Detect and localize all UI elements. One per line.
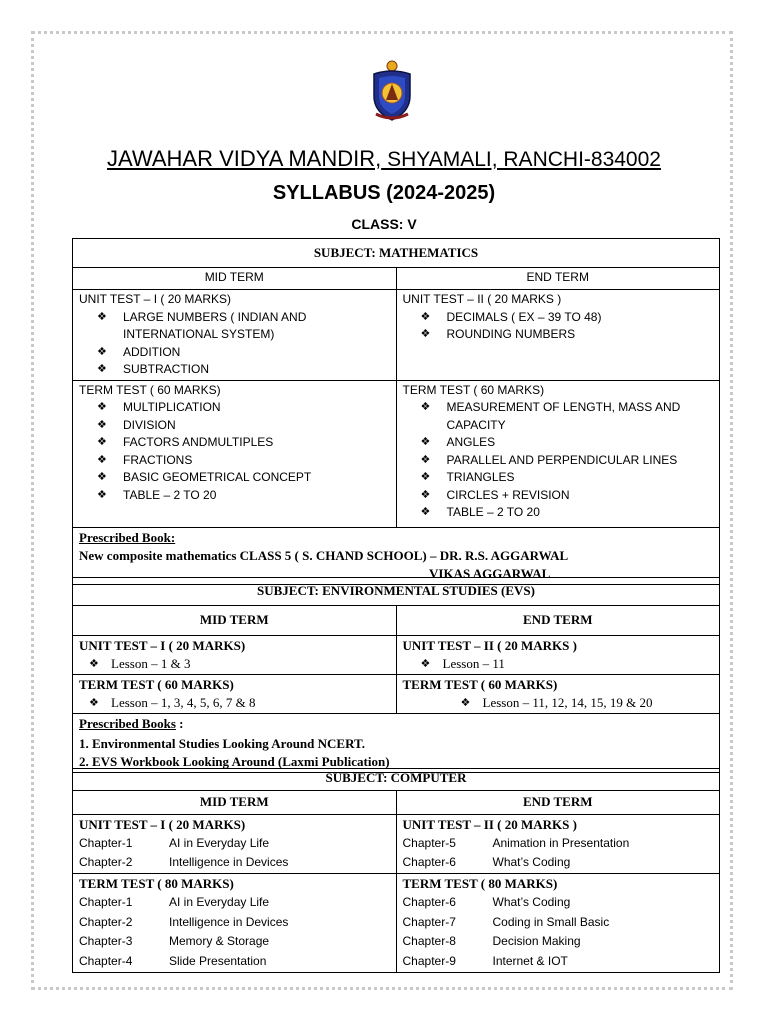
computer-end-term-cell <box>396 874 720 973</box>
class-label: CLASS: V <box>351 216 417 232</box>
computer-end-unit-title: UNIT TEST – II ( 20 MARKS ) <box>402 817 577 832</box>
evs-mid-term-label: MID TERM <box>73 606 397 636</box>
computer-mid-term-label: MID TERM <box>73 791 397 815</box>
list-item: ❖ SUBTRACTION <box>97 361 390 379</box>
table-row <box>79 893 390 913</box>
maths-mid-unit-cell <box>73 290 397 381</box>
maths-mid-term-title: TERM TEST ( 60 MARKS) <box>79 382 221 397</box>
chapter-name: AI in Everyday Life <box>169 836 270 850</box>
chapter-name: Intelligence in Devices <box>169 914 289 929</box>
chapter-number: Chapter-4 <box>79 953 133 968</box>
chapter-name: What’s Coding <box>492 895 571 909</box>
table-row <box>403 913 714 933</box>
list-item: ❖ TABLE – 2 TO 20 <box>97 487 390 505</box>
computer-end-term-label: END TERM <box>396 791 720 815</box>
evs-table <box>72 577 720 773</box>
maths-book-line2: VIKAS AGGARWAL <box>429 565 551 581</box>
maths-book-cell <box>73 527 720 584</box>
list-item: ❖ ANGLES <box>421 434 714 452</box>
table-row <box>403 834 714 853</box>
list-item: ❖ Lesson – 11, 12, 14, 15, 19 & 20 <box>461 694 714 712</box>
chapter-name: Intelligence in Devices <box>169 855 289 869</box>
evs-book-2: 2. EVS Workbook Looking Around (Laxmi Publication) <box>79 754 390 769</box>
computer-mid-unit-cell <box>73 815 397 874</box>
list-item: ❖ FRACTIONS <box>97 452 390 470</box>
chapter-name: Coding in Small Basic <box>492 914 610 929</box>
chapter-number: Chapter-2 <box>79 914 133 929</box>
chapter-number: Chapter-2 <box>79 855 133 869</box>
table-row <box>79 834 390 853</box>
maths-end-term-title: TERM TEST ( 60 MARKS) <box>402 382 545 397</box>
school-logo-icon <box>370 60 414 124</box>
chapter-name: Animation in Presentation <box>492 836 630 850</box>
chapter-name: AI in Everyday Life <box>169 895 270 909</box>
evs-mid-term-cell <box>73 675 397 714</box>
maths-book-label: Prescribed Book: <box>79 529 176 545</box>
computer-subject-heading: SUBJECT: COMPUTER <box>73 769 720 791</box>
table-row <box>79 932 390 952</box>
evs-book-1: 1. Environmental Studies Looking Around NCERT. <box>79 736 365 751</box>
list-item: ❖ Lesson – 1, 3, 4, 5, 6, 7 & 8 <box>89 694 390 712</box>
maths-mid-unit-title: UNIT TEST – I ( 20 MARKS) <box>79 292 232 306</box>
school-title <box>0 146 768 172</box>
maths-mid-term-cell <box>73 380 397 527</box>
computer-table <box>72 768 720 973</box>
school-name: JAWAHAR VIDYA MANDIR, <box>107 146 382 171</box>
list-item: ❖ MEASUREMENT OF LENGTH, MASS AND CAPACITY <box>421 399 714 434</box>
evs-mid-unit-cell <box>73 636 397 675</box>
evs-end-unit-title: UNIT TEST – II ( 20 MARKS ) <box>402 638 577 653</box>
list-item: ❖ ROUNDING NUMBERS <box>421 326 714 344</box>
maths-end-term-cell <box>396 380 720 527</box>
evs-book-cell <box>73 714 720 773</box>
evs-end-term-label: END TERM <box>396 606 720 636</box>
evs-book-colon: : <box>175 716 184 731</box>
table-row <box>403 853 714 872</box>
table-row <box>403 952 714 972</box>
table-row <box>403 932 714 952</box>
list-item: ❖ MULTIPLICATION <box>97 399 390 417</box>
chapter-number: Chapter-3 <box>79 934 133 948</box>
computer-mid-unit-title: UNIT TEST – I ( 20 MARKS) <box>79 817 246 832</box>
list-item: ❖ BASIC GEOMETRICAL CONCEPT <box>97 469 390 487</box>
maths-book-line1: New composite mathematics CLASS 5 ( S. CHAND SCHOOL) – DR. R.S. AGGARWAL <box>79 547 569 563</box>
chapter-number: Chapter-5 <box>402 836 456 850</box>
evs-subject-heading: SUBJECT: ENVIRONMENTAL STUDIES (EVS) <box>73 578 720 606</box>
list-item: ❖ Lesson – 11 <box>421 655 714 673</box>
maths-mid-term-label: MID TERM <box>73 268 397 290</box>
maths-subject-heading: SUBJECT: MATHEMATICS <box>73 239 720 268</box>
chapter-number: Chapter-9 <box>402 953 456 968</box>
table-row <box>79 952 390 972</box>
chapter-number: Chapter-8 <box>402 934 456 948</box>
list-item: ❖ DECIMALS ( EX – 39 TO 48) <box>421 309 714 327</box>
evs-end-term-cell <box>396 675 720 714</box>
list-item: ❖ Lesson – 1 & 3 <box>89 655 390 673</box>
list-item: ❖ PARALLEL AND PERPENDICULAR LINES <box>421 452 714 470</box>
chapter-number: Chapter-1 <box>79 895 133 909</box>
evs-book-label: Prescribed Books <box>79 716 176 731</box>
computer-mid-term-title: TERM TEST ( 80 MARKS) <box>79 876 234 891</box>
list-item: ❖ TRIANGLES <box>421 469 714 487</box>
chapter-name: Memory & Storage <box>169 934 270 948</box>
list-item: ❖ ADDITION <box>97 344 390 362</box>
maths-end-unit-cell <box>396 290 720 381</box>
computer-end-term-title: TERM TEST ( 80 MARKS) <box>402 876 558 891</box>
maths-end-unit-title: UNIT TEST – II ( 20 MARKS ) <box>402 292 562 306</box>
table-row <box>79 913 390 933</box>
chapter-name: What’s Coding <box>492 855 571 869</box>
syllabus-title: SYLLABUS (2024-2025) <box>272 182 496 204</box>
evs-end-unit-cell <box>396 636 720 675</box>
evs-mid-unit-title: UNIT TEST – I ( 20 MARKS) <box>79 638 246 653</box>
list-item: ❖ DIVISION <box>97 417 390 435</box>
evs-end-term-title: TERM TEST ( 60 MARKS) <box>402 677 558 692</box>
computer-mid-term-cell <box>73 874 397 973</box>
chapter-number: Chapter-7 <box>402 914 456 929</box>
computer-end-unit-cell <box>396 815 720 874</box>
chapter-number: Chapter-6 <box>402 855 456 869</box>
chapter-name: Internet & IOT <box>492 953 568 968</box>
list-item: ❖ FACTORS ANDMULTIPLES <box>97 434 390 452</box>
school-location: SHYAMALI, RANCHI-834002 <box>381 148 661 171</box>
table-row <box>403 893 714 913</box>
chapter-name: Slide Presentation <box>169 953 267 968</box>
evs-mid-term-title: TERM TEST ( 60 MARKS) <box>79 677 234 692</box>
list-item: ❖ LARGE NUMBERS ( INDIAN AND INTERNATIONAL SYSTEM) <box>97 309 390 344</box>
table-row <box>79 853 390 872</box>
chapter-name: Decision Making <box>492 934 581 948</box>
list-item: ❖ CIRCLES + REVISION <box>421 487 714 505</box>
maths-end-term-label: END TERM <box>396 268 720 290</box>
chapter-number: Chapter-1 <box>79 836 133 850</box>
chapter-number: Chapter-6 <box>402 895 456 909</box>
maths-table <box>72 238 720 585</box>
list-item: ❖ TABLE – 2 TO 20 <box>421 504 714 522</box>
